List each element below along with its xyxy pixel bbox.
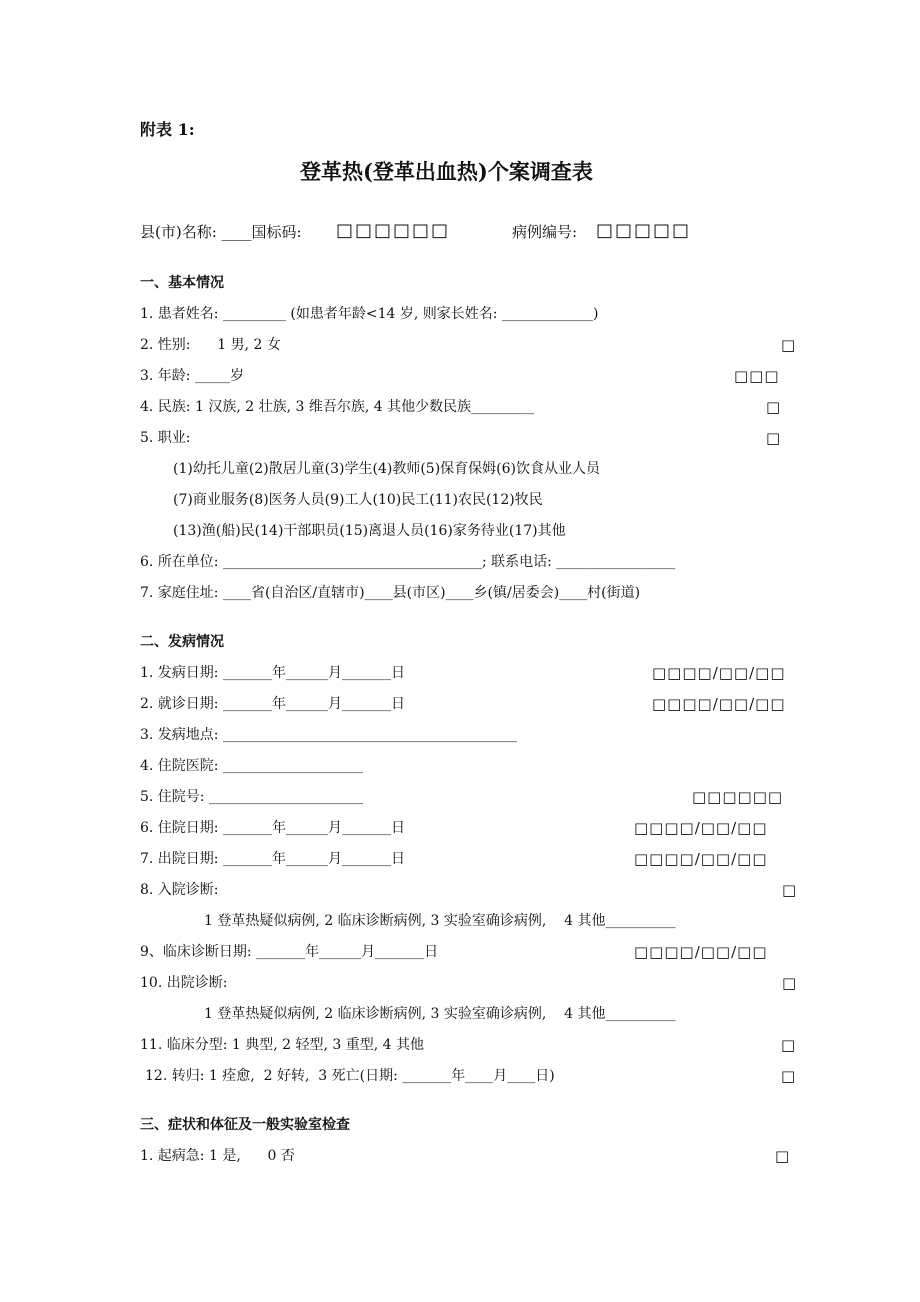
outcome-box[interactable]: □	[781, 1067, 797, 1085]
ethnicity-box[interactable]: □	[766, 398, 782, 416]
clinical-diagnosis-date-field[interactable]: 9、临床诊断日期: _______年______月_______日	[140, 944, 439, 960]
age-field[interactable]: 3. 年龄: _____岁	[140, 368, 244, 384]
admission-diagnosis-field: 8. 入院诊断:	[140, 882, 219, 898]
admission-diagnosis-box[interactable]: □	[782, 881, 798, 899]
clinical-diagnosis-date-boxes[interactable]: □□□□/□□/□□	[634, 943, 768, 961]
appendix-label: 附表 1:	[140, 120, 195, 139]
country-code-boxes[interactable]: □□□□□□	[336, 220, 451, 241]
onset-date-field[interactable]: 1. 发病日期: _______年______月_______日	[140, 665, 405, 681]
section-basic-info-heading: 一、基本情况	[140, 275, 224, 291]
hospital-field[interactable]: 4. 住院医院: ____________________	[140, 758, 363, 774]
visit-date-field[interactable]: 2. 就诊日期: _______年______月_______日	[140, 696, 405, 712]
discharge-date-boxes[interactable]: □□□□/□□/□□	[634, 850, 768, 868]
hospital-number-boxes[interactable]: □□□□□□	[692, 788, 784, 806]
work-unit-field[interactable]: 6. 所在单位: _____________________________________; 联系电话: _________________	[140, 554, 676, 570]
sex-box[interactable]: □	[781, 336, 797, 354]
section-onset-heading: 二、发病情况	[140, 634, 224, 650]
case-number-label: 病例编号:	[512, 223, 578, 241]
discharge-diagnosis-field: 10. 出院诊断:	[140, 975, 228, 991]
admission-date-boxes[interactable]: □□□□/□□/□□	[634, 819, 768, 837]
sex-field: 2. 性别: 1 男, 2 女	[140, 337, 281, 353]
onset-date-boxes[interactable]: □□□□/□□/□□	[652, 664, 786, 682]
onset-location-field[interactable]: 3. 发病地点: __________________________________________	[140, 727, 517, 743]
admission-date-field[interactable]: 6. 住院日期: _______年______月_______日	[140, 820, 405, 836]
occupation-options-row-1: (1)幼托儿童(2)散居儿童(3)学生(4)教师(5)保育保姆(6)饮食从业人员	[173, 461, 600, 477]
occupation-options-row-2: (7)商业服务(8)医务人员(9)工人(10)民工(11)农民(12)牧民	[173, 492, 543, 508]
occupation-field: 5. 职业:	[140, 430, 191, 446]
county-name-field[interactable]: 县(市)名称: ____国标码:	[140, 223, 302, 241]
acute-onset-box[interactable]: □	[775, 1147, 791, 1165]
clinical-type-field: 11. 临床分型: 1 典型, 2 轻型, 3 重型, 4 其他	[140, 1037, 425, 1053]
outcome-field[interactable]: 12. 转归: 1 痊愈, 2 好转, 3 死亡(日期: _______年____月____日)	[145, 1068, 555, 1084]
admission-diagnosis-options: 1 登革热疑似病例, 2 临床诊断病例, 3 实验室确诊病例, 4 其他__________	[204, 913, 676, 929]
hospital-number-field[interactable]: 5. 住院号: ______________________	[140, 789, 363, 805]
discharge-diagnosis-box[interactable]: □	[782, 974, 798, 992]
age-boxes[interactable]: □□□	[734, 367, 780, 385]
occupation-box[interactable]: □	[766, 429, 782, 447]
ethnicity-field: 4. 民族: 1 汉族, 2 壮族, 3 维吾尔族, 4 其他少数民族_________	[140, 399, 535, 415]
discharge-diagnosis-options: 1 登革热疑似病例, 2 临床诊断病例, 3 实验室确诊病例, 4 其他__________	[204, 1006, 676, 1022]
clinical-type-box[interactable]: □	[781, 1036, 797, 1054]
case-number-boxes[interactable]: □□□□□	[596, 220, 692, 241]
home-address-field[interactable]: 7. 家庭住址: ____省(自治区/直辖市)____县(市区)____乡(镇/居委会)____村(街道)	[140, 585, 641, 601]
discharge-date-field[interactable]: 7. 出院日期: _______年______月_______日	[140, 851, 405, 867]
acute-onset-field: 1. 起病急: 1 是, 0 否	[140, 1148, 295, 1164]
section-symptoms-heading: 三、症状和体征及一般实验室检查	[140, 1117, 350, 1133]
page-title: 登革热(登革出血热)个案调查表	[300, 159, 593, 184]
occupation-options-row-3: (13)渔(船)民(14)干部职员(15)离退人员(16)家务待业(17)其他	[173, 523, 566, 539]
patient-name-field[interactable]: 1. 患者姓名: _________ (如患者年龄<14 岁, 则家长姓名: _____________)	[140, 306, 599, 322]
visit-date-boxes[interactable]: □□□□/□□/□□	[652, 695, 786, 713]
